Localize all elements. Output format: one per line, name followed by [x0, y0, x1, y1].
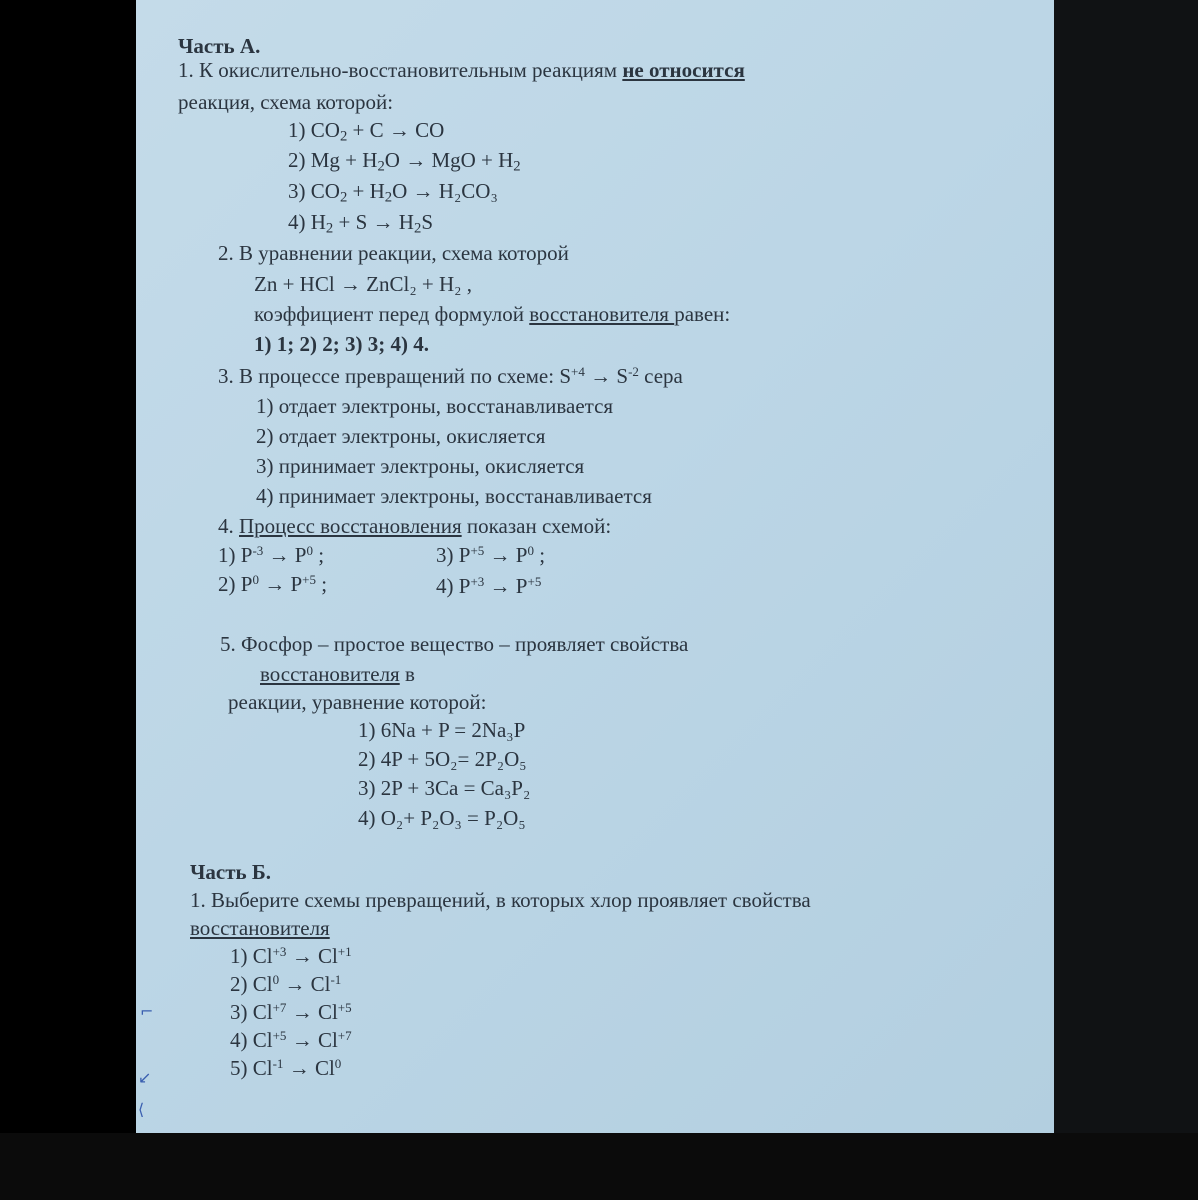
q3-option-2: 2) отдает электроны, окисляется [256, 424, 546, 448]
q1-option-2: 2) $Mg + H_2O$ → MgO + $H_2$ [288, 148, 521, 175]
q4-option-4: 4) $P^{+3} \to P^{+5}$ [436, 573, 542, 598]
q4-stem: 4. Процесс восстановления показан схемой: [218, 514, 612, 538]
q1-stem-line2: реакция, схема которой: [178, 90, 394, 114]
q5-option-1: 1) 6Na + P = 2Na₃P [358, 718, 526, 742]
q2-stem: 2. В уравнении реакции, схема которой [218, 241, 569, 265]
q5-reducer-term: восстановителя [260, 662, 400, 686]
q3-option-1: 1) отдает электроны, восстанавливается [256, 394, 614, 418]
q5-stem-line3: реакции, уравнение которой: [228, 690, 487, 714]
q5-option-2: 2) 4P + 5O₂= 2P₂O₅ [358, 747, 527, 771]
partb-option-5: 5) $Cl^{-1} \to Cl^0$ [230, 1055, 342, 1080]
pen-mark-1: ⌐ [140, 1002, 154, 1021]
partb-option-3: 3) $Cl^{+7} \to Cl^{+5}$ [230, 999, 352, 1024]
q3-option-4: 4) принимает электроны, восстанавливается [256, 484, 652, 508]
q1-option-4: 4) $H_2 + S \to H_2S$ [288, 210, 433, 237]
q3-stem: 3. В процессе превращений по схеме: $S^{+4} \to S^{-2}$ сера [218, 363, 683, 388]
bottom-black-bar [0, 1133, 1198, 1200]
q4-option-3: 3) $P^{+5} \to P^0$ ; [436, 542, 546, 567]
q4-option-2: 2) $P^0 \to P^{+5}$ ; [218, 571, 328, 596]
q1-option-3: 3) $CO_2 + H_2O \to H_2CO_3$ [288, 179, 498, 206]
partb-option-1: 1) $Cl^{+3} \to Cl^{+1}$ [230, 943, 352, 968]
part-b-title: Часть Б. [190, 860, 272, 884]
partb-option-2: 2) $Cl^0 \to Cl^{-1}$ [230, 971, 342, 996]
partb-q1-reducer-term: восстановителя [190, 916, 330, 940]
q4-stem-underlined: Процесс восстановления [239, 514, 462, 538]
dark-edge [1054, 0, 1198, 1133]
q5-option-3: 3) 2P + 3Ca = Ca₃P₂ [358, 776, 531, 800]
q5-stem: 5. Фосфор – простое вещество – проявляет свойства [220, 632, 689, 656]
part-a-title: Часть А. [178, 34, 261, 58]
q1-stem [178, 58, 745, 82]
q2-reducer-term: восстановителя [529, 302, 675, 326]
partb-option-4: 4) $Cl^{+5} \to Cl^{+7}$ [230, 1027, 352, 1052]
q1-stem-emphasis: не относится [622, 58, 745, 82]
q5-option-4: 4) O₂+ P₂O₃ = P₂O₅ [358, 806, 526, 830]
q1-stem-text: 1. К окислительно-восстановительным реакциям [178, 58, 623, 82]
partb-q1-stem: 1. Выберите схемы превращений, в которых хлор проявляет свойства [190, 888, 811, 912]
photo-worksheet [136, 0, 1054, 1133]
q5-stem-line2: восстановителя в [260, 662, 415, 686]
pen-mark-2: ↙ [138, 1068, 152, 1087]
q3-option-3: 3) принимает электроны, окисляется [256, 454, 585, 478]
q2-line3: коэффициент перед формулой восстановителя равен: [254, 302, 731, 326]
q2-answers: 1) 1; 2) 2; 3) 3; 4) 4. [254, 332, 429, 356]
q1-option-1: 1) $CO_2 + C$ → CO [288, 118, 445, 145]
q4-option-1: 1) $P^{-3} \to P^0$ ; [218, 542, 325, 567]
q2-scheme: Zn + HCl → ZnCl₂ + H₂ , [254, 272, 472, 296]
pen-mark-3: ⟨ [138, 1100, 145, 1119]
